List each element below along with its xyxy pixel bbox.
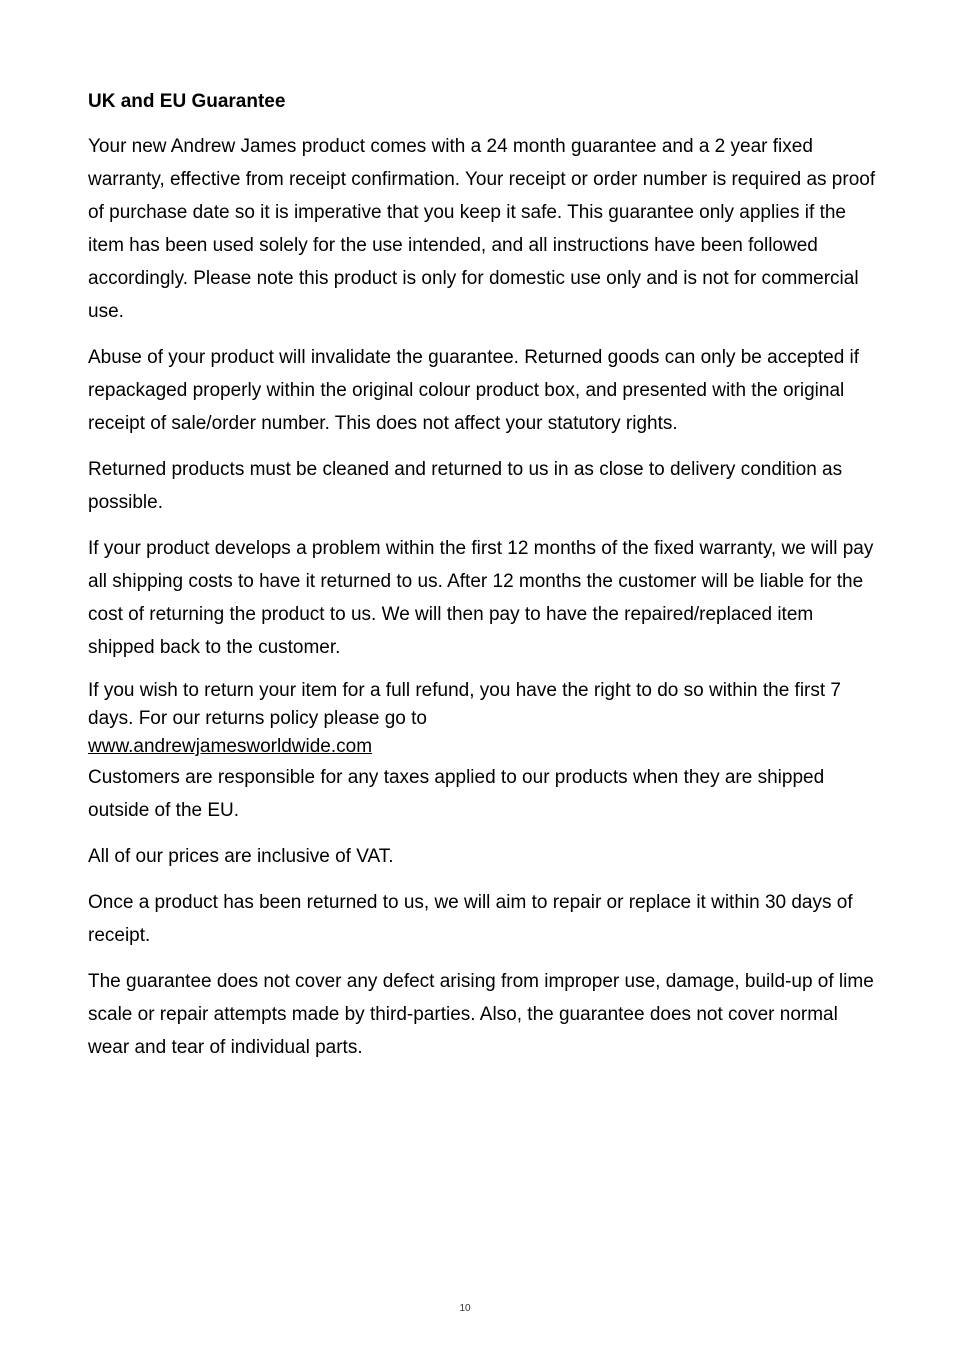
page-title: UK and EU Guarantee: [88, 91, 286, 112]
refund-paragraph: If you wish to return your item for a full refund, you have the right to do so within the first 7 days. For our returns policy please go to: [88, 680, 841, 729]
refund-block: [88, 677, 878, 827]
abuse-paragraph: Abuse of your product will invalidate the guarantee. Returned goods can only be accepted if repackaged properly within the original colour product box, and presented with the original receipt of sale/order number. This does not affect your statutory rights.: [88, 347, 860, 434]
guarantee-paragraph: Your new Andrew James product comes with a 24 month guarantee and a 2 year fixed warranty, effective from receipt confirmation. Your receipt or order number is required as proof of purchase date so it is imperative that you keep it safe. This guarantee only applies if the item has been used solely for the use intended, and all instructions have been followed accordingly. Please note this product is only for domestic use only and is not for commercial use.: [88, 136, 876, 322]
returns-policy-link[interactable]: www.andrewjamesworldwide.com: [88, 736, 373, 757]
shipping-costs-paragraph: If your product develops a problem within the first 12 months of the fixed warranty, we will pay all shipping costs to have it returned to us. After 12 months the customer will be liable for the cost of returning the product to us. We will then pay to have the repaired/replaced item shipped back to the customer.: [88, 538, 874, 658]
returned-products-paragraph: Returned products must be cleaned and returned to us in as close to delivery condition as possible.: [88, 459, 843, 513]
page-content: [88, 88, 878, 1077]
repair-timeframe-paragraph: Once a product has been returned to us, we will aim to repair or replace it within 30 days of receipt.: [88, 892, 853, 946]
vat-paragraph: All of our prices are inclusive of VAT.: [88, 846, 394, 867]
exclusions-paragraph: The guarantee does not cover any defect arising from improper use, damage, build-up of lime scale or repair attempts made by third-parties. Also, the guarantee does not cover normal wear and tear of individual parts.: [88, 971, 874, 1058]
page-number: 10: [459, 1303, 471, 1314]
taxes-paragraph: Customers are responsible for any taxes applied to our products when they are shipped outside of the EU.: [88, 767, 825, 821]
